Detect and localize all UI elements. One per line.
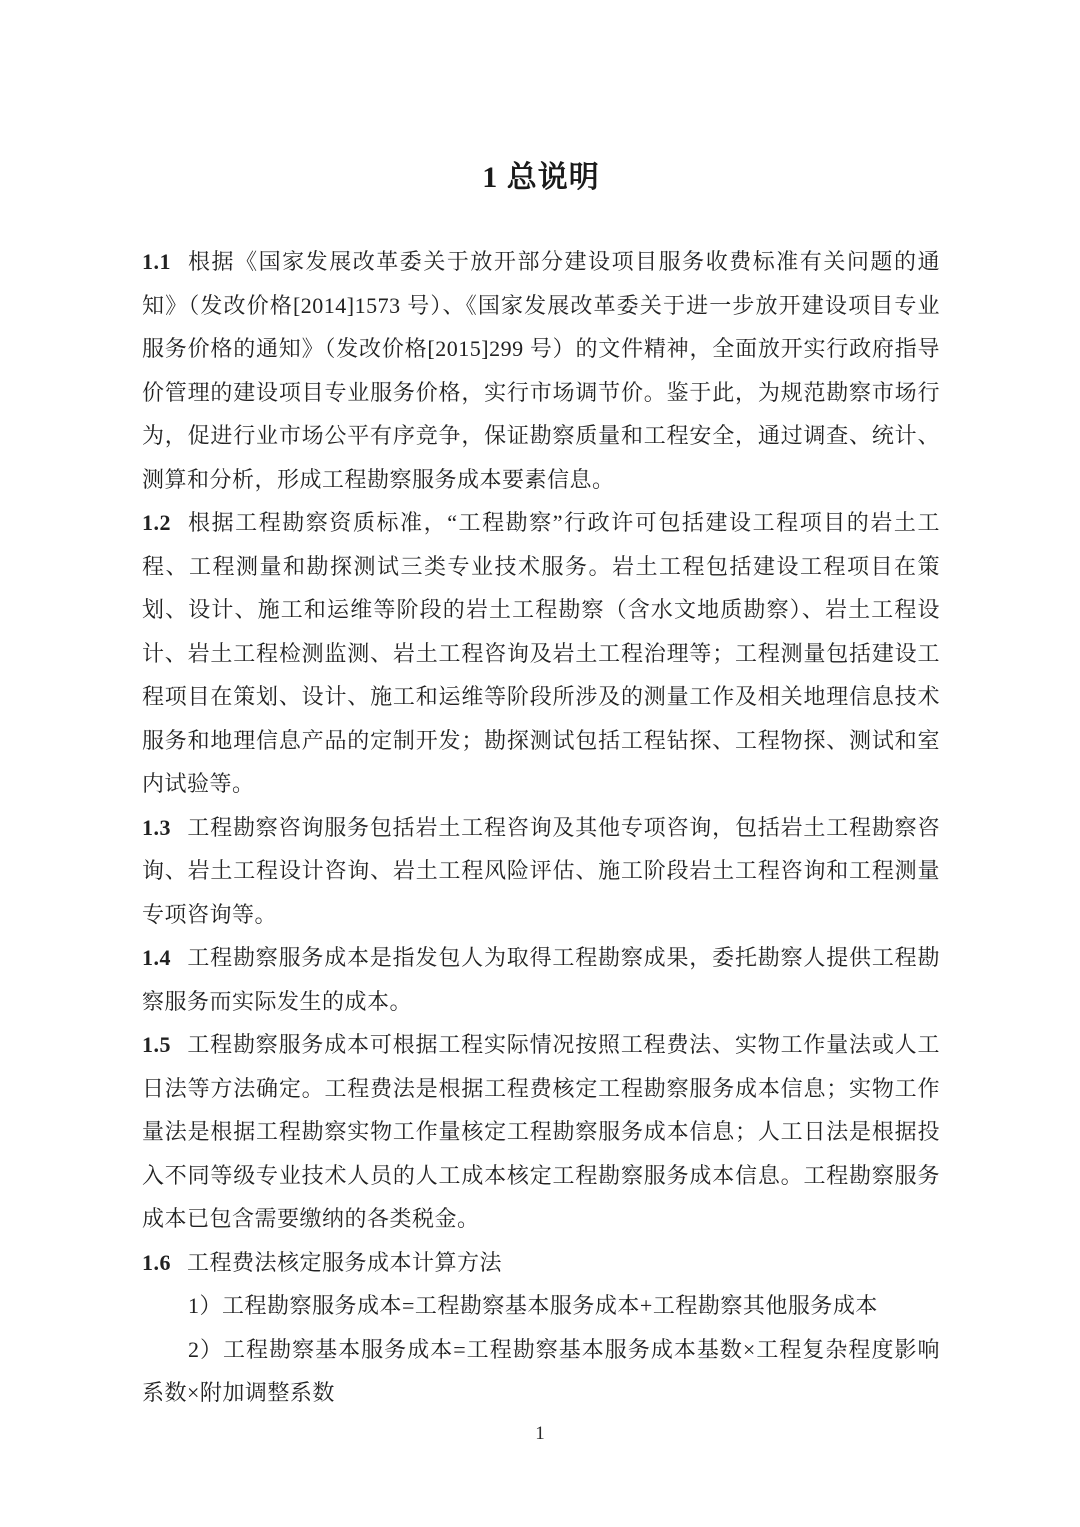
section-number-1-6: 1.6 — [142, 1249, 171, 1275]
paragraph-1-5 — [142, 1023, 940, 1241]
paragraph-1-3-text: 工程勘察咨询服务包括岩土工程咨询及其他专项咨询，包括岩土工程勘察咨询、岩土工程设计咨询、岩土工程风险评估、施工阶段岩土工程咨询和工程测量专项咨询等。 — [142, 814, 940, 927]
paragraph-1-2-text: 根据工程勘察资质标准，“工程勘察”行政许可包括建设工程项目的岩土工程、工程测量和勘探测试三类专业技术服务。岩土工程包括建设工程项目在策划、设计、施工和运维等阶段的岩土工程勘察（含水文地质勘察）、岩土工程设计、岩土工程检测监测、岩土工程咨询及岩土工程治理等；工程测量包括建设工程项目在策划、设计、施工和运维等阶段所涉及的测量工作及相关地理信息技术服务和地理信息产品的定制开发；勘探测试包括工程钻探、工程物探、测试和室内试验等。 — [142, 510, 940, 796]
section-number-1-3: 1.3 — [142, 814, 171, 840]
paragraph-1-4 — [142, 936, 940, 1023]
page-number: 1 — [535, 1423, 545, 1444]
formula-item-2: 2）工程勘察基本服务成本=工程勘察基本服务成本基数×工程复杂程度影响系数×附加调整系数 — [142, 1336, 940, 1405]
paragraph-1-1-text: 根据《国家发展改革委关于放开部分建设项目服务收费标准有关问题的通知》（发改价格[2014]1573 号）、《国家发展改革委关于进一步放开建设项目专业服务价格的通知》（发改价格[2015]299 号）的文件精神，全面放开实行政府指导价管理的建设项目专业服务价格，实行市场调节价。鉴于此，为规范勘察市场行为，促进行业市场公平有序竞争，保证勘察质量和工程安全，通过调查、统计、测算和分析，形成工程勘察服务成本要素信息。 — [142, 249, 940, 492]
paragraph-1-6 — [142, 1241, 940, 1285]
formula-item-1: 1）工程勘察服务成本=工程勘察基本服务成本+工程勘察其他服务成本 — [188, 1293, 878, 1318]
paragraph-1-2 — [142, 501, 940, 806]
page-title: 1 总说明 — [482, 161, 600, 194]
paragraph-1-1 — [142, 240, 940, 501]
section-number-1-4: 1.4 — [142, 945, 171, 970]
section-number-1-5: 1.5 — [142, 1032, 171, 1057]
section-number-1-1: 1.1 — [142, 249, 171, 274]
paragraph-1-4-text: 工程勘察服务成本是指发包人为取得工程勘察成果，委托勘察人提供工程勘察服务而实际发生的成本。 — [142, 945, 940, 1014]
paragraph-1-6-text: 工程费法核定服务成本计算方法 — [187, 1249, 503, 1275]
document-body — [142, 240, 940, 1415]
section-number-1-2: 1.2 — [142, 510, 171, 535]
paragraph-1-5-text: 工程勘察服务成本可根据工程实际情况按照工程费法、实物工作量法或人工日法等方法确定。工程费法是根据工程费核定工程勘察服务成本信息；实物工作量法是根据工程勘察实物工作量核定工程勘察服务成本信息；人工日法是根据投入不同等级专业技术人员的人工成本核定工程勘察服务成本信息。工程勘察服务成本已包含需要缴纳的各类税金。 — [142, 1032, 940, 1231]
paragraph-1-3 — [142, 806, 940, 937]
